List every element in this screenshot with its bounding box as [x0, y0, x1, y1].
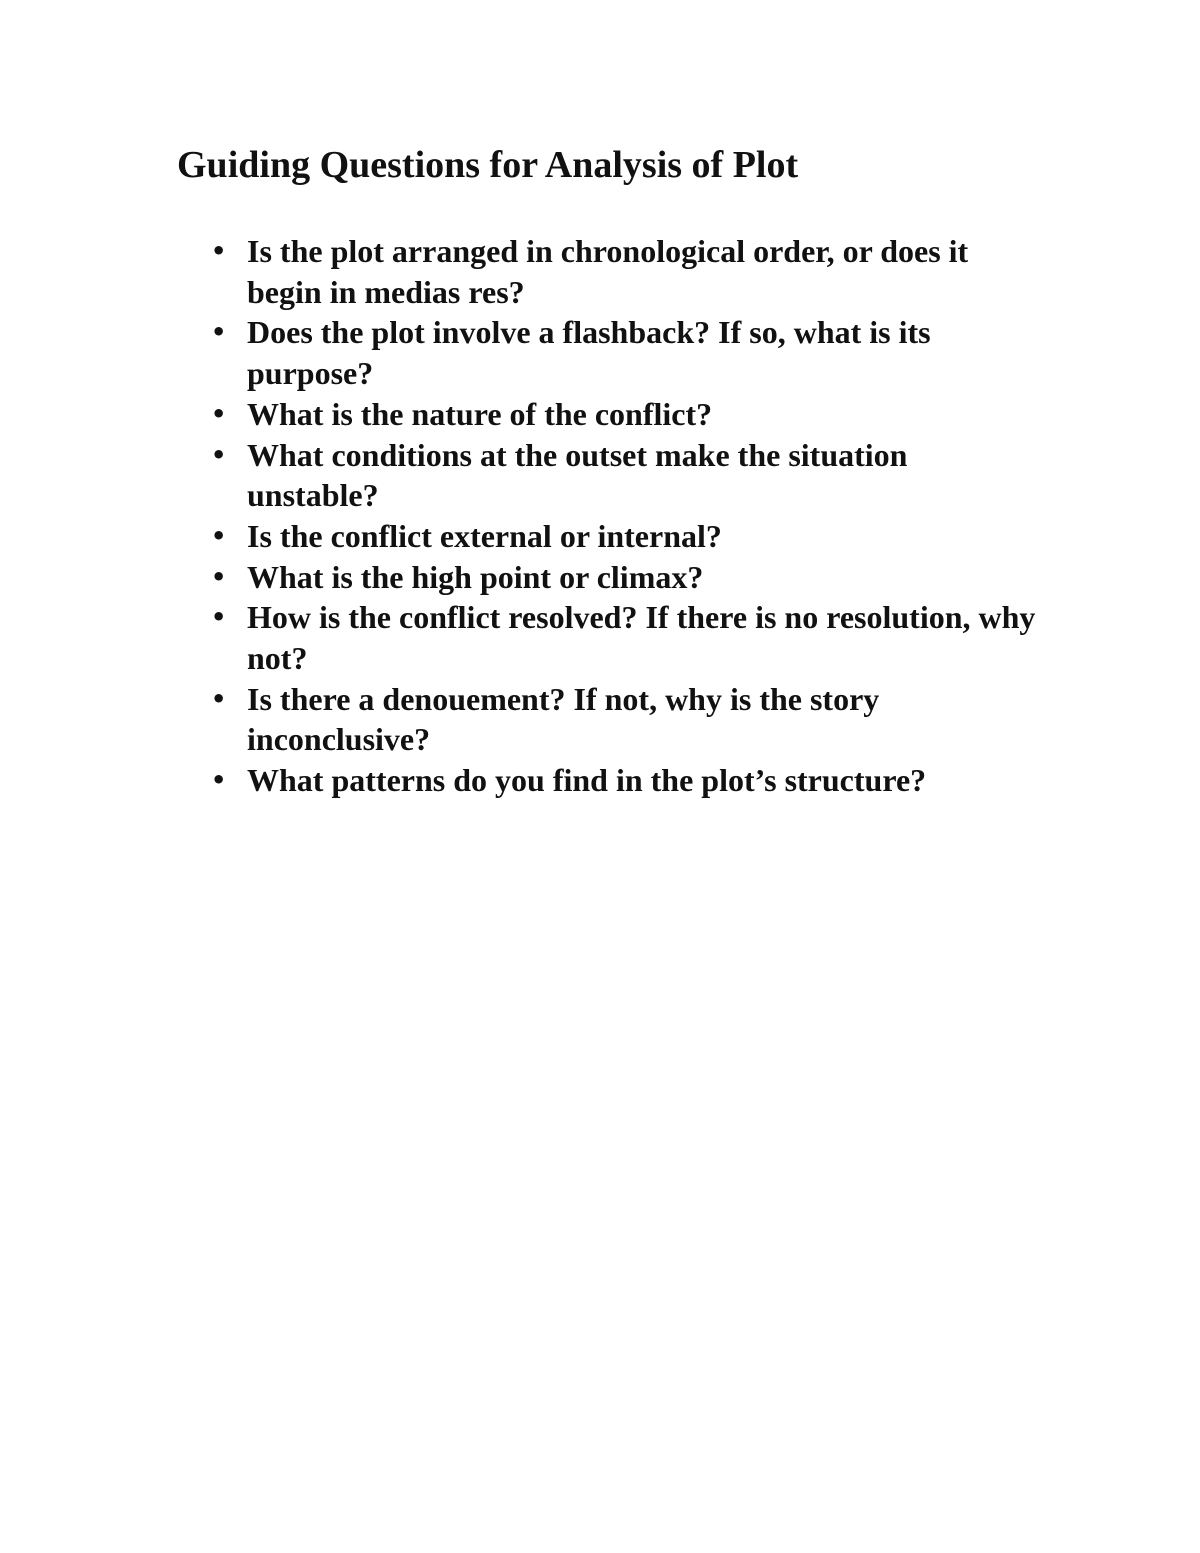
- question-item-1: [211, 231, 1041, 312]
- question-item-9: [211, 760, 1041, 801]
- bullet-icon: •: [211, 684, 227, 713]
- bullet-icon: •: [211, 399, 227, 428]
- question-item-2: [211, 312, 1041, 393]
- question-text: How is the conflict resolved? If there is no resolution, why not?: [247, 599, 1036, 677]
- bullet-icon: •: [211, 521, 227, 550]
- question-text: What is the high point or climax?: [247, 558, 704, 595]
- question-text: What patterns do you find in the plot’s structure?: [247, 762, 927, 799]
- document-title: Guiding Questions for Analysis of Plot: [177, 144, 799, 186]
- question-text: Is the conflict external or internal?: [247, 517, 722, 554]
- question-text: Is there a denouement? If not, why is the story inconclusive?: [247, 680, 880, 758]
- question-item-5: [211, 516, 1041, 557]
- question-item-4: [211, 435, 1041, 516]
- question-item-3: [211, 394, 1041, 435]
- question-item-7: [211, 597, 1041, 678]
- bullet-icon: •: [211, 603, 227, 632]
- bullet-icon: •: [211, 318, 227, 347]
- bullet-icon: •: [211, 562, 227, 591]
- bullet-icon: •: [211, 766, 227, 795]
- bullet-icon: •: [211, 237, 227, 265]
- question-item-8: [211, 679, 1041, 760]
- bullet-icon: •: [211, 440, 227, 469]
- question-text: Does the plot involve a flashback? If so, what is its purpose?: [247, 314, 931, 392]
- guiding-questions-list: [211, 231, 1041, 801]
- question-text: What conditions at the outset make the situation unstable?: [247, 436, 908, 514]
- question-text: What is the nature of the conflict?: [247, 395, 713, 432]
- question-text: Is the plot arranged in chronological order, or does it begin in medias res?: [247, 233, 969, 310]
- question-item-6: [211, 557, 1041, 598]
